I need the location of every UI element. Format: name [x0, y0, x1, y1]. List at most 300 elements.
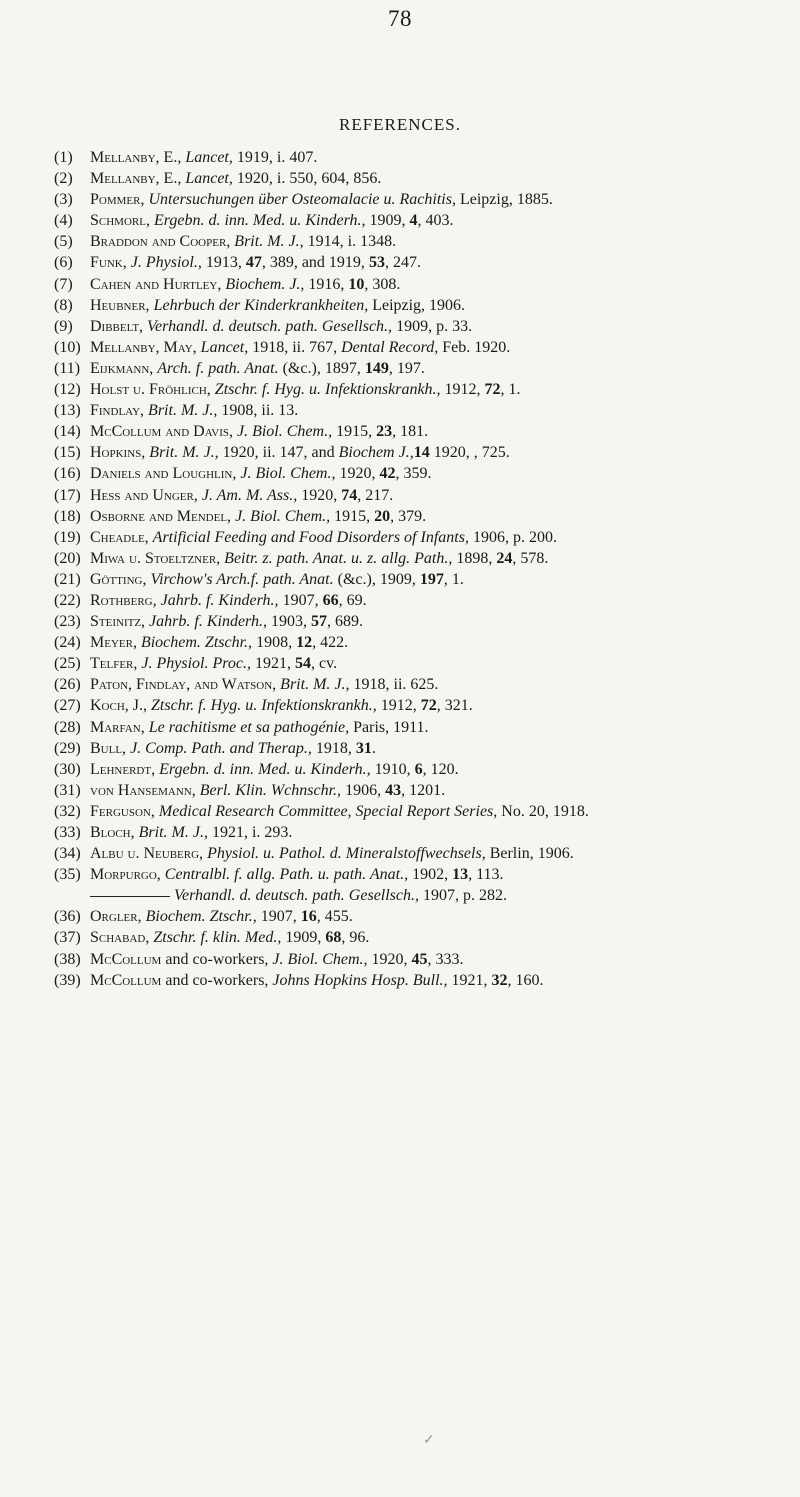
reference-item [54, 168, 798, 189]
reference-text-part: , 1201. [401, 781, 446, 799]
reference-text-part: , 120. [422, 760, 459, 778]
reference-volume: 45 [411, 950, 428, 968]
reference-volume: 72 [484, 381, 501, 399]
reference-journal: Artificial Feeding and Food Disorders of Infants, [152, 528, 469, 546]
reference-journal: Lancet, [185, 170, 233, 188]
reference-item [54, 885, 798, 906]
reference-volume: 12 [296, 634, 313, 652]
reference-text-part: 1908, [252, 634, 297, 652]
reference-author: Orgler, [90, 908, 142, 926]
reference-volume: 32 [491, 971, 508, 989]
reference-journal: Brit. M. J., [138, 824, 208, 841]
reference-item [54, 379, 798, 400]
reference-text-part: , cv. [311, 655, 338, 673]
reference-list [54, 147, 798, 991]
reference-text [90, 885, 507, 906]
reference-journal: Berl. Klin. Wchnschr., [199, 781, 342, 799]
reference-item [54, 295, 798, 316]
reference-text-part: 1918, ii. 625. [349, 676, 439, 694]
reference-journal: Arch. f. path. Anat. [157, 359, 279, 377]
reference-text [90, 442, 510, 463]
reference-text-part: , 160. [507, 971, 544, 989]
reference-item [54, 548, 798, 569]
reference-text-part: and co-workers, [161, 971, 273, 989]
reference-number: (1) [54, 149, 73, 166]
reference-text-part: (&c.), 1897, [278, 359, 365, 377]
reference-journal: J. Physiol. Proc., [141, 655, 251, 673]
reference-author: McCollum [90, 971, 162, 989]
reference-volume: 31 [355, 739, 372, 757]
reference-text-part: , 181. [392, 423, 429, 441]
reference-author: Bloch, [90, 824, 135, 841]
reference-volume: 23 [376, 423, 393, 441]
reference-author: Meyer, [90, 634, 137, 652]
reference-journal: Biochem. Ztschr., [145, 908, 257, 926]
reference-text-part: 1921, i. 293. [207, 824, 293, 841]
reference-author: Marfan, [90, 718, 145, 736]
reference-journal: Lancet, [185, 149, 233, 166]
reference-text-part: , 455. [316, 908, 353, 926]
reference-text-part: 1907, [278, 591, 323, 609]
reference-item [54, 801, 798, 822]
ink-mark: ✓ [423, 1433, 435, 1448]
reference-text-part: 1918, [311, 739, 356, 757]
reference-journal: Physiol. u. Pathol. d. Mineralstoffwechsels, [207, 845, 486, 863]
reference-item [54, 717, 798, 738]
reference-volume: 47 [245, 254, 262, 272]
reference-journal: Brit. M. J., [148, 402, 218, 420]
reference-text-part: 1919, i. 407. [232, 149, 318, 166]
reference-number: (9) [54, 317, 73, 335]
reference-text [90, 906, 353, 927]
reference-number: (11) [54, 359, 81, 377]
reference-volume: 10 [348, 275, 365, 293]
reference-text-part: 1920, [335, 465, 380, 483]
reference-author: Miwa u. Stoeltzner, [90, 549, 221, 567]
reference-item [54, 337, 798, 358]
reference-number: (33) [54, 824, 81, 841]
reference-journal: Lehrbuch der Kinderkrankheiten, [153, 296, 369, 314]
reference-text-part: No. 20, 1918. [497, 802, 589, 820]
reference-text-part: 1912, [440, 381, 485, 399]
reference-text [90, 337, 510, 358]
reference-text-part: 1921, [251, 655, 295, 673]
reference-text [90, 295, 465, 316]
reference-author: Braddon and Cooper, [90, 233, 231, 251]
reference-text-part: 1906, [341, 781, 386, 799]
reference-volume: 72 [420, 697, 437, 715]
reference-journal: Jahrb. f. Kinderh., [149, 613, 267, 631]
reference-author: Schabad, [90, 929, 150, 947]
reference-item [54, 506, 798, 527]
reference-journal: Ztschr. f. klin. Med., [153, 929, 282, 947]
reference-number: (7) [54, 275, 73, 293]
reference-number: (36) [54, 908, 81, 926]
reference-text [90, 316, 472, 337]
reference-text-part: 1920, [429, 444, 474, 462]
reference-text [90, 231, 396, 252]
reference-text [90, 970, 544, 991]
reference-number: (37) [54, 929, 81, 947]
reference-number: (30) [54, 760, 81, 778]
reference-author: Funk, [90, 254, 127, 272]
reference-item [54, 569, 798, 590]
reference-number: (22) [54, 591, 81, 609]
reference-volume: 197 [419, 570, 444, 588]
reference-journal: Dental Record, [341, 338, 439, 356]
reference-number: (16) [54, 465, 81, 483]
reference-author: Findlay, [90, 402, 145, 420]
reference-item [54, 780, 798, 801]
reference-text-part: , 725. [473, 444, 510, 462]
reference-text [90, 611, 363, 632]
reference-journal: Ergebn. d. inn. Med. u. Kinderh., [153, 212, 366, 230]
reference-author: Steinitz, [90, 613, 146, 631]
reference-item [54, 970, 798, 991]
reference-number: (21) [54, 570, 81, 588]
reference-journal: J. Physiol., [130, 254, 202, 272]
reference-item [54, 590, 798, 611]
reference-volume: 68 [325, 929, 342, 947]
reference-text-part: , 333. [427, 950, 464, 968]
reference-text-part: 1909, [281, 929, 326, 947]
reference-number: (17) [54, 486, 81, 504]
reference-text [90, 463, 431, 484]
reference-journal: J. Biol. Chem., [240, 465, 336, 483]
reference-number: (29) [54, 739, 81, 757]
reference-volume: 20 [374, 507, 391, 525]
reference-text [90, 252, 421, 273]
reference-author: Daniels and Loughlin, [90, 465, 237, 483]
reference-volume: 24 [496, 549, 513, 567]
reference-volume: 43 [385, 781, 402, 799]
reference-text [90, 780, 445, 801]
reference-number: (31) [54, 781, 81, 799]
reference-text-part: , 96. [341, 929, 370, 947]
reference-item [54, 231, 798, 252]
reference-item [54, 358, 798, 379]
reference-journal: J. Comp. Path. and Therap., [130, 739, 312, 757]
reference-journal: Centralbl. f. allg. Path. u. path. Anat., [164, 866, 409, 884]
reference-author: Osborne and Mendel, [90, 507, 232, 525]
reference-text-part: 1920, [367, 950, 412, 968]
reference-author: Lehnerdt, [90, 760, 156, 778]
reference-number: (32) [54, 802, 81, 820]
reference-author: Albu u. Neuberg, [90, 845, 204, 863]
reference-item [54, 864, 798, 885]
reference-author: Dibbelt, [90, 317, 144, 335]
reference-journal: Brit. M. J., [280, 676, 350, 694]
reference-text-part: and co-workers, [161, 950, 273, 968]
reference-text-part: Leipzig, 1885. [455, 191, 553, 209]
reference-number: (14) [54, 423, 81, 441]
reference-item [54, 759, 798, 780]
reference-author: Rothberg, [90, 591, 157, 609]
reference-text [90, 168, 381, 189]
reference-journal: Johns Hopkins Hosp. Bull., [272, 971, 448, 989]
reference-text-part: , 69. [338, 591, 367, 609]
reference-journal: Virchow's Arch.f. path. Anat. [150, 570, 334, 588]
reference-text-part: 1918, ii. 767, [248, 338, 342, 356]
reference-item [54, 738, 798, 759]
reference-text-part: (&c.), 1909, [333, 570, 420, 588]
reference-volume: 4 [409, 212, 418, 230]
reference-text-part: 1903, [266, 613, 311, 631]
reference-volume: 42 [379, 465, 396, 483]
reference-text [90, 210, 454, 231]
reference-text-part: , 197. [388, 359, 425, 377]
reference-item [54, 147, 798, 168]
reference-text [90, 759, 459, 780]
reference-text [90, 569, 464, 590]
reference-journal: Verhandl. d. deutsch. path. Gesellsch., [174, 887, 420, 905]
reference-author: Cheadle, [90, 528, 149, 546]
reference-journal: J. Am. M. Ass., [201, 486, 298, 504]
reference-number: (35) [54, 866, 81, 884]
reference-text-part: 1921, [447, 971, 492, 989]
reference-number: (6) [54, 254, 73, 272]
reference-author: Heubner, [90, 296, 150, 314]
reference-text-part: , 689. [326, 613, 363, 631]
reference-journal: Untersuchungen über Osteomalacie u. Rachitis, [148, 191, 456, 209]
reference-volume: 13 [452, 866, 469, 884]
reference-author: Holst u. Fröhlich, [90, 381, 211, 399]
reference-author: Koch, J., [90, 697, 148, 715]
reference-item [54, 611, 798, 632]
reference-text-part: 1906, p. 200. [468, 528, 557, 546]
reference-journal: Biochem J., [338, 444, 414, 462]
reference-text [90, 674, 438, 695]
reference-journal: Medical Research Committee, Special Report Series, [158, 802, 498, 820]
reference-number: (28) [54, 718, 81, 736]
reference-number: (19) [54, 528, 81, 546]
reference-journal: Jahrb. f. Kinderh., [160, 591, 279, 609]
reference-text [90, 949, 464, 970]
reference-text-part: 1902, [408, 866, 453, 884]
reference-number: (3) [54, 191, 73, 209]
reference-text [90, 927, 369, 948]
reference-text-part: 1898, [452, 549, 497, 567]
reference-text-part: Berlin, 1906. [485, 845, 574, 863]
reference-number: (23) [54, 613, 81, 631]
reference-journal: Ztschr. f. Hyg. u. Infektionskrankh., [214, 381, 441, 399]
reference-author: von Hansemann, [90, 781, 196, 799]
reference-item [54, 463, 798, 484]
reference-text-part: , 578. [512, 549, 549, 567]
reference-item [54, 400, 798, 421]
reference-item [54, 695, 798, 716]
reference-number: (26) [54, 676, 81, 694]
reference-item [54, 442, 798, 463]
reference-text-part: . [371, 739, 376, 757]
reference-item [54, 527, 798, 548]
reference-text [90, 189, 553, 210]
reference-journal: Biochem. Ztschr., [140, 634, 253, 652]
reference-text [90, 695, 473, 716]
reference-text-part: 1913, [201, 254, 246, 272]
reference-volume: 16 [300, 908, 317, 926]
reference-text [90, 421, 428, 442]
reference-item [54, 316, 798, 337]
reference-number: (4) [54, 212, 73, 230]
reference-number: (8) [54, 296, 73, 314]
reference-text-part: , 422. [312, 634, 349, 652]
reference-item [54, 927, 798, 948]
reference-text-part: Feb. 1920. [438, 338, 511, 356]
reference-number: (18) [54, 507, 81, 525]
page-number: 78 [388, 6, 412, 31]
reference-text-part: 1909, p. 33. [392, 317, 473, 335]
reference-text-part: Leipzig, 1906. [368, 296, 466, 314]
reference-item [54, 843, 798, 864]
reference-text-part: 1915, [332, 423, 377, 441]
reference-volume: 14 [413, 444, 430, 462]
reference-text-part: 1909, [365, 212, 410, 230]
reference-text-part: , 403. [417, 212, 454, 230]
reference-author: Pommer, [90, 191, 145, 209]
reference-text-part: 1912, [376, 697, 421, 715]
reference-journal: Brit. M. J., [234, 233, 304, 251]
reference-text-part: , 217. [357, 486, 394, 504]
reference-item [54, 421, 798, 442]
reference-number: (10) [54, 338, 81, 356]
reference-text-part: , 379. [390, 507, 427, 525]
reference-text-part: 1920, [297, 486, 342, 504]
reference-text-part: , 359. [395, 465, 432, 483]
reference-author: McCollum [90, 950, 162, 968]
reference-journal: Le rachitisme et sa pathogénie, [148, 718, 350, 736]
reference-text-part: 1914, i. 1348. [303, 233, 397, 251]
reference-number: (34) [54, 845, 81, 863]
reference-journal: Lancet, [200, 338, 249, 356]
reference-number: (39) [54, 971, 81, 989]
reference-text [90, 864, 503, 885]
reference-volume: 57 [310, 613, 327, 631]
reference-item [54, 252, 798, 273]
reference-text [90, 632, 348, 653]
reference-volume: 6 [414, 760, 423, 778]
reference-author: McCollum and Davis, [90, 423, 233, 441]
reference-text [90, 590, 367, 611]
reference-number: (24) [54, 634, 81, 652]
reference-journal: J. Biol. Chem., [235, 507, 331, 525]
reference-text-part: , 113. [468, 866, 504, 884]
reference-text-part: , 1. [443, 570, 464, 588]
reference-text [90, 274, 400, 295]
reference-text [90, 379, 521, 400]
reference-text-part: 1910, [370, 760, 415, 778]
reference-text-part: , 321. [436, 697, 473, 715]
reference-volume: 74 [341, 486, 358, 504]
reference-journal: J. Biol. Chem., [272, 950, 368, 968]
reference-text [90, 527, 557, 548]
reference-author: Ferguson, [90, 802, 155, 820]
reference-author: Hopkins, [90, 444, 146, 462]
reference-text [90, 653, 337, 674]
reference-text-part: Paris, 1911. [349, 718, 429, 736]
reference-journal: Beitr. z. path. Anat. u. z. allg. Path., [224, 549, 453, 567]
reference-journal: Verhandl. d. deutsch. path. Gesellsch., [147, 317, 393, 335]
reference-author: Cahen and Hurtley, [90, 275, 222, 293]
reference-text-part: 1915, [330, 507, 375, 525]
reference-text-part: 1920, i. 550, 604, 856. [232, 170, 382, 188]
reference-author: Mellanby, E., [90, 170, 182, 188]
reference-number: (27) [54, 697, 81, 715]
reference-author: Paton, Findlay, and Watson, [90, 676, 277, 694]
reference-text-part: , 308. [364, 275, 401, 293]
reference-journal: Brit. M. J., [149, 444, 219, 462]
reference-number: (2) [54, 170, 73, 188]
reference-text [90, 822, 292, 843]
reference-text [90, 147, 317, 168]
reference-journal: Ztschr. f. Hyg. u. Infektionskrankh., [151, 697, 377, 715]
reference-number: (38) [54, 950, 81, 968]
reference-item [54, 906, 798, 927]
reference-author: Eijkmann, [90, 359, 154, 377]
reference-text-part: 1907, p. 282. [419, 887, 508, 905]
references-heading: REFERENCES. [339, 115, 461, 134]
reference-number: (25) [54, 655, 81, 673]
reference-text [90, 801, 589, 822]
reference-volume: 54 [295, 655, 311, 673]
reference-text-part: 1920, ii. 147, and [218, 444, 339, 462]
reference-author: Hess and Unger, [90, 486, 198, 504]
reference-item [54, 653, 798, 674]
reference-journal: J. Biol. Chem., [236, 423, 333, 441]
reference-item [54, 210, 798, 231]
reference-author: Götting, [90, 570, 147, 588]
reference-number: (12) [54, 381, 81, 399]
ditto-rule [90, 896, 170, 897]
reference-volume: 66 [322, 591, 339, 609]
reference-author: Schmorl, [90, 212, 150, 230]
reference-text [90, 506, 426, 527]
reference-number: (20) [54, 549, 81, 567]
reference-text-part: 1916, [304, 275, 349, 293]
reference-item [54, 822, 798, 843]
reference-author: Mellanby, E., [90, 149, 182, 166]
reference-item [54, 189, 798, 210]
reference-text [90, 358, 425, 379]
reference-author: Telfer, [90, 655, 138, 673]
reference-text [90, 400, 298, 421]
reference-volume: 53 [368, 254, 385, 272]
reference-text-part: , 389, and 1919, [261, 254, 369, 272]
reference-item [54, 632, 798, 653]
reference-volume: 149 [364, 359, 389, 377]
reference-text [90, 738, 376, 759]
reference-text [90, 843, 574, 864]
reference-author: Mellanby, May, [90, 338, 197, 356]
reference-text [90, 485, 393, 506]
reference-text-part: 1908, ii. 13. [217, 402, 299, 420]
reference-author: Morpurgo, [90, 866, 161, 884]
reference-text [90, 548, 548, 569]
reference-text-part: 1907, [256, 908, 301, 926]
reference-author: Bull, [90, 739, 127, 757]
reference-number: (13) [54, 402, 81, 420]
reference-journal: Biochem. J., [225, 275, 305, 293]
reference-number: (5) [54, 233, 73, 251]
reference-journal: Ergebn. d. inn. Med. u. Kinderh., [159, 760, 371, 778]
reference-text [90, 717, 429, 738]
reference-number: (15) [54, 444, 81, 462]
reference-text-part: , 247. [384, 254, 421, 272]
reference-text-part: , 1. [500, 381, 521, 399]
reference-item [54, 674, 798, 695]
reference-item [54, 485, 798, 506]
reference-item [54, 949, 798, 970]
